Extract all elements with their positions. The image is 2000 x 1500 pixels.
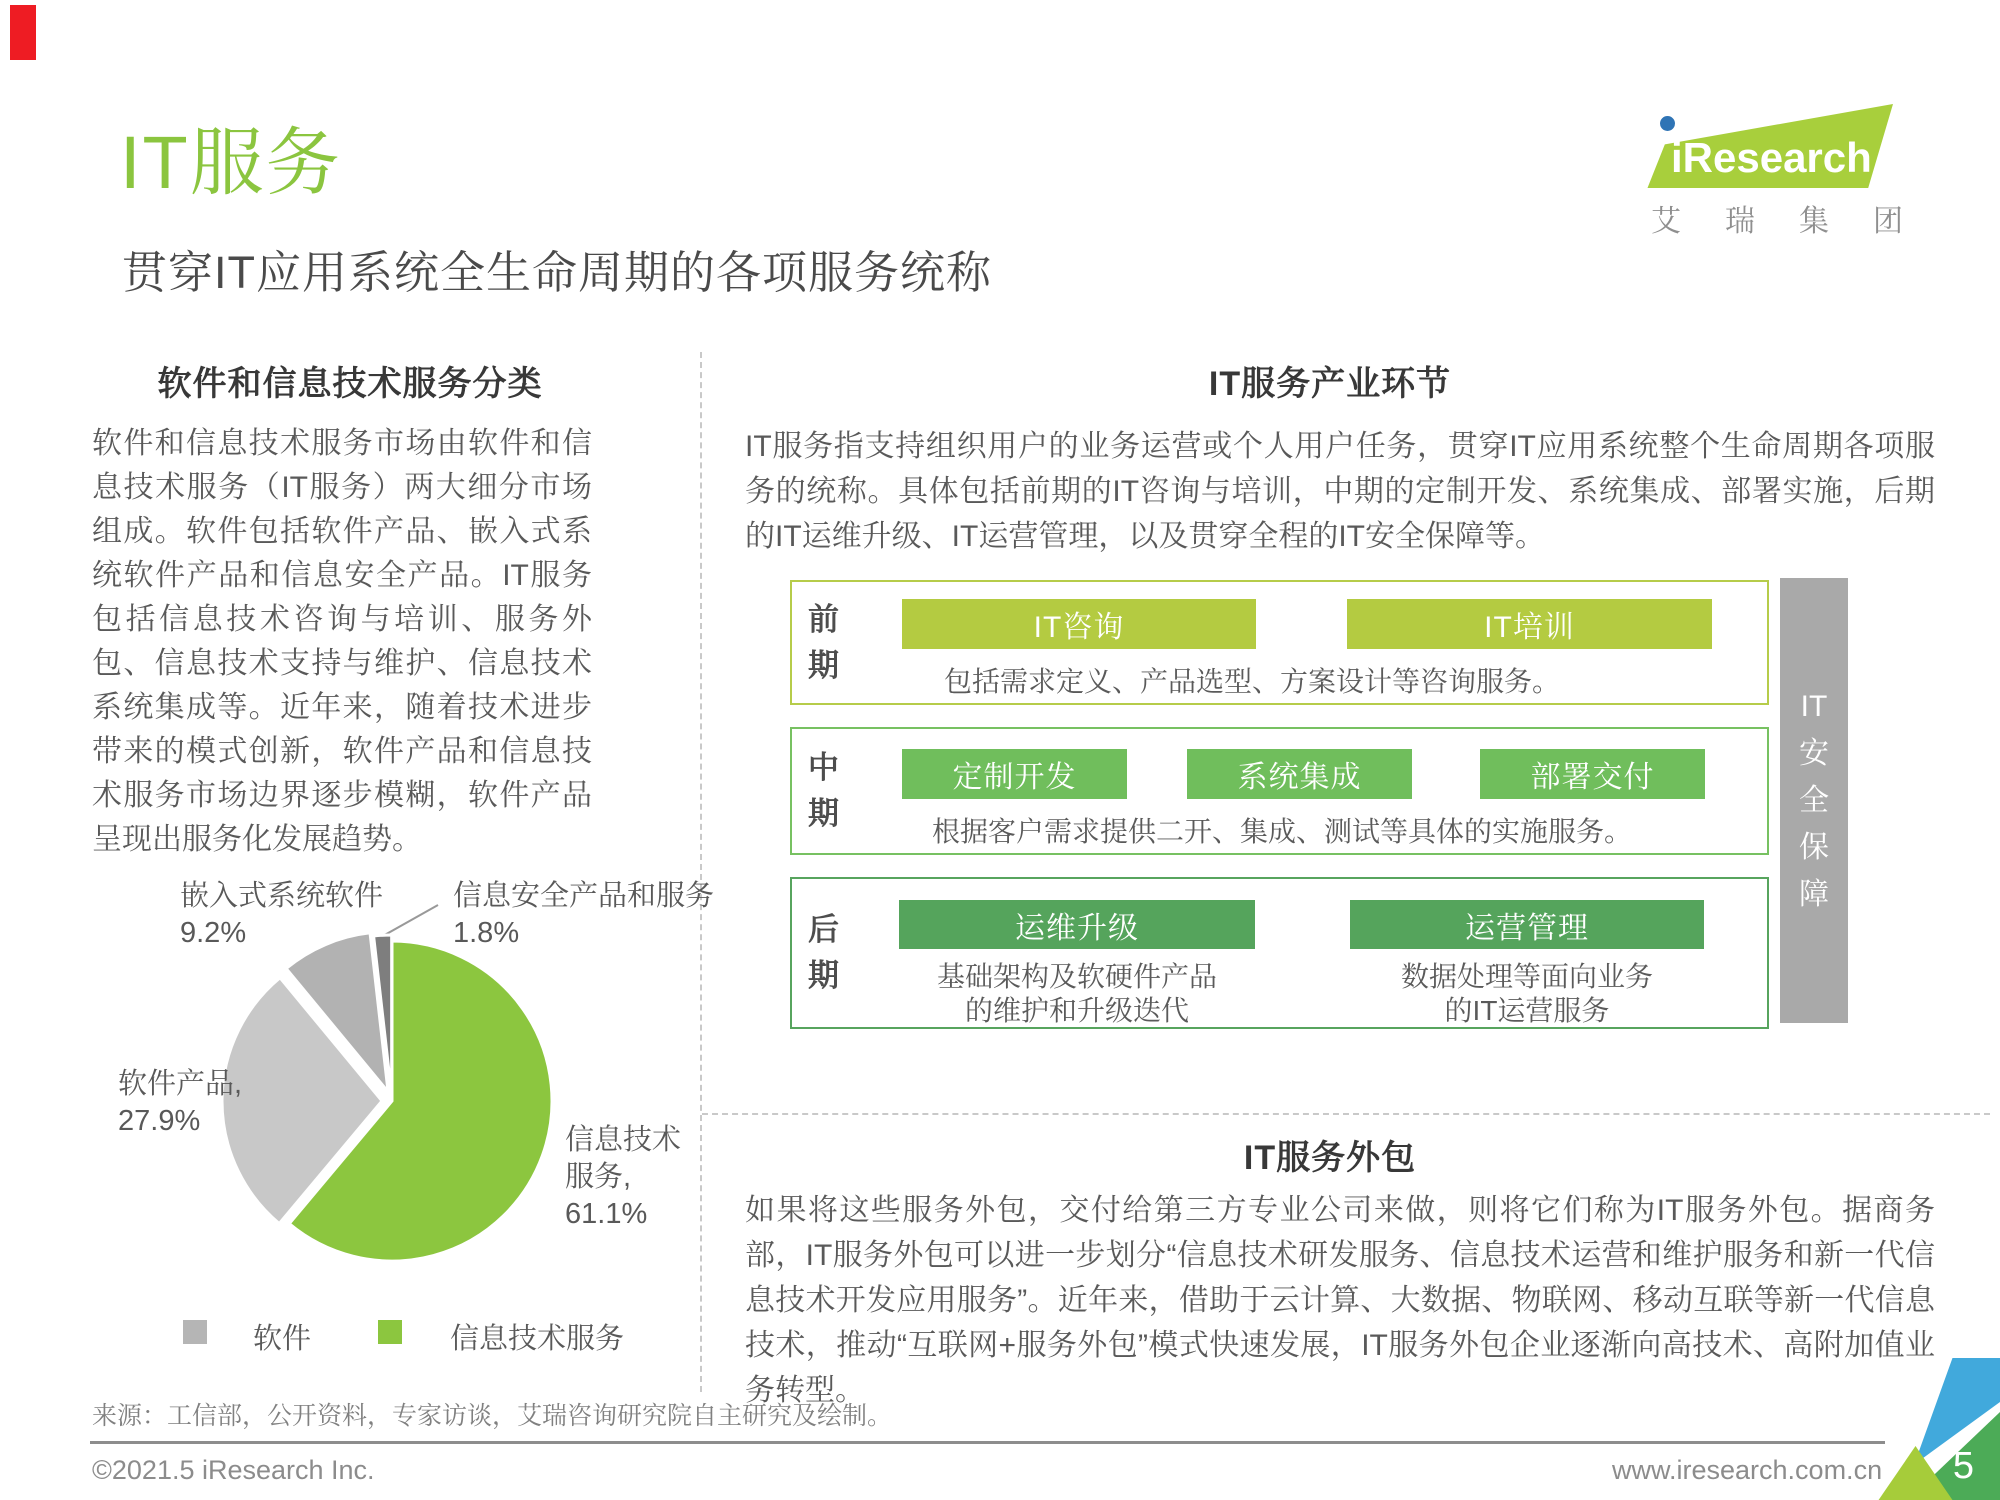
stage-row-middle — [790, 727, 1769, 855]
box-custom-dev: 定制开发 — [902, 749, 1127, 799]
stage-caption-ops-upgrade: 基础架构及软硬件产品 的维护和升级迭代 — [936, 961, 1217, 1026]
stage-row-late — [790, 877, 1769, 1029]
footer-divider-line — [90, 1441, 1885, 1444]
left-column-paragraph: 软件和信息技术服务市场由软件和信息技术服务（IT服务）两大细分市场组成。软件包括软件产品、嵌入式系统软件产品和信息安全产品。IT服务包括信息技术咨询与培训、服务外包、信息技术支持与维护、信息技术系统集成等。近年来，随着技术进步带来的模式创新，软件产品和信息技术服务市场边界逐步模糊，软件产品呈现出服务化发展趋势。 — [92, 427, 592, 856]
right-column-heading: IT服务产业环节 — [1208, 365, 1452, 403]
left-column-heading: 软件和信息技术服务分类 — [157, 365, 543, 403]
horizontal-dashed-divider — [702, 1113, 1990, 1115]
legend-swatch-software — [183, 1320, 207, 1344]
legend-swatch-itservice — [378, 1320, 402, 1344]
it-security-bar: IT 安 全 保 障 — [1780, 578, 1848, 1023]
page-number: 5 — [1952, 1445, 1974, 1487]
page-title: IT服务 — [120, 121, 342, 204]
stage-caption-middle: 根据客户需求提供二开、集成、测试等具体的实施服务。 — [931, 816, 1632, 847]
right-column-paragraph: IT服务指支持组织用户的业务运营或个人用户任务，贯穿IT应用系统整个生命周期各项服务的统称。具体包括前期的IT咨询与培训，中期的定制开发、系统集成、部署实施，后期的IT运维升级、IT运营管理，以及贯穿全程的IT安全保障等。 — [745, 430, 1935, 553]
box-ops-management: 运营管理 — [1350, 900, 1704, 949]
stage-row-early — [790, 580, 1769, 705]
legend-label-itservice: 信息技术服务 — [450, 1323, 625, 1355]
box-it-consulting: IT咨询 — [902, 599, 1256, 649]
copyright-text: ©2021.5 iResearch Inc. — [92, 1455, 375, 1485]
iresearch-logo — [1645, 96, 1947, 238]
source-note: 来源：工信部，公开资料，专家访谈，艾瑞咨询研究院自主研究及绘制。 — [92, 1402, 893, 1430]
pie-label-security: 信息安全产品和服务 1.8% — [453, 880, 715, 949]
stage-caption-ops-management: 数据处理等面向业务 的IT运营服务 — [1400, 961, 1653, 1026]
box-it-training: IT培训 — [1347, 599, 1712, 649]
stage-caption-early: 包括需求定义、产品选型、方案设计等咨询服务。 — [943, 666, 1560, 697]
pie-label-software: 软件产品, 27.9% — [118, 1068, 243, 1137]
outsourcing-heading: IT服务外包 — [1243, 1139, 1417, 1177]
vertical-dashed-divider — [700, 352, 702, 1392]
box-system-integration: 系统集成 — [1187, 749, 1412, 799]
outsourcing-paragraph: 如果将这些服务外包，交付给第三方专业公司来做，则将它们称为IT服务外包。据商务部，IT服务外包可以进一步划分“信息技术研发服务、信息技术运营和维护服务和新一代信息技术开发应用服务”。近年来，借助于云计算、大数据、物联网、移动互联等新一代信息技术，推动“互联网+服务外包”模式快速发展，IT服务外包企业逐渐向高技术、高附加值业务转型。 — [745, 1194, 1935, 1407]
stage-label-middle: 中期 — [808, 750, 839, 831]
stage-label-early: 前期 — [808, 601, 839, 683]
corner-ribbon-decoration — [1868, 1358, 2000, 1500]
logo-chinese-name: 艾瑞集团 — [1651, 205, 1947, 238]
box-ops-upgrade: 运维升级 — [899, 900, 1255, 949]
stage-label-late: 后期 — [808, 912, 839, 993]
page-subtitle: 贯穿IT应用系统全生命周期的各项服务统称 — [122, 247, 992, 298]
red-corner-mark — [10, 5, 36, 60]
logo-blue-dot-icon — [1660, 116, 1675, 131]
box-deployment: 部署交付 — [1480, 749, 1705, 799]
logo-brand-text: iResearch — [1671, 134, 1872, 181]
pie-label-itservice: 信息技术 服务, 61.1% — [565, 1124, 682, 1230]
website-link[interactable]: www.iresearch.com.cn — [1612, 1455, 1883, 1485]
legend-label-software: 软件 — [253, 1323, 312, 1355]
pie-label-embedded: 嵌入式系统软件 9.2% — [180, 880, 384, 949]
